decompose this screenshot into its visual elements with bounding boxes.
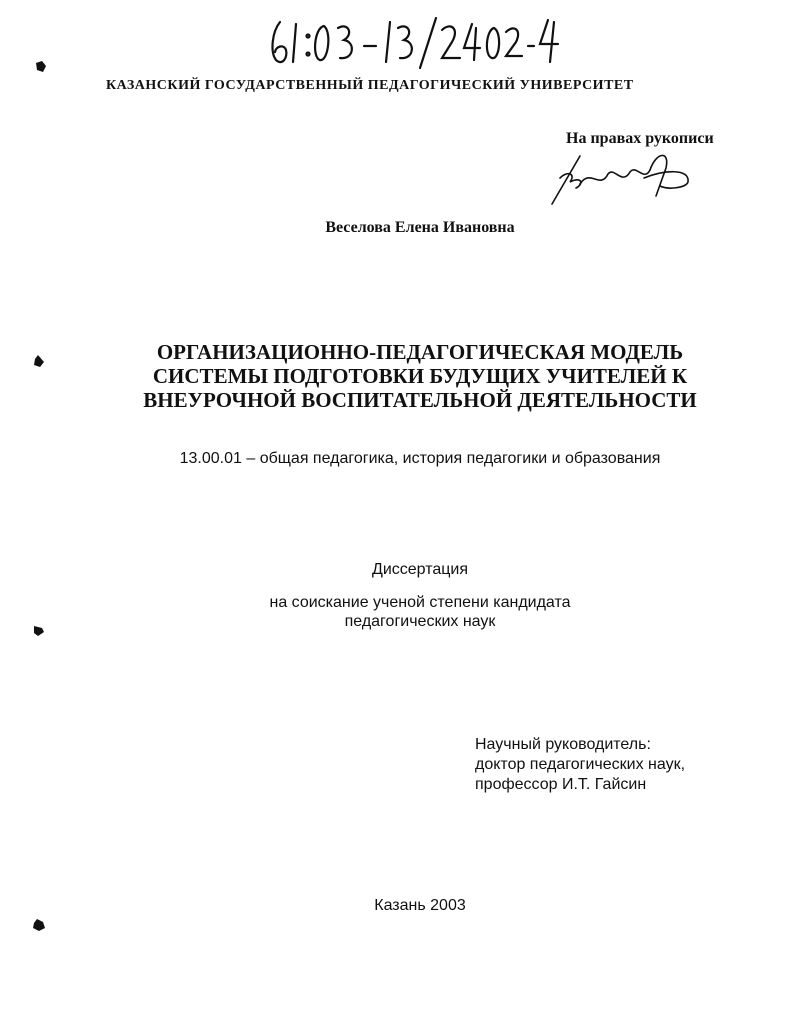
university-name: КАЗАНСКИЙ ГОСУДАРСТВЕННЫЙ ПЕДАГОГИЧЕСКИЙ УНИВЕРСИТЕТ: [106, 78, 634, 93]
specialty-code: 13.00.01 – общая педагогика, история педагогики и образования: [179, 450, 661, 467]
manuscript-rights-note: На правах рукописи: [566, 130, 714, 147]
title-line: ОРГАНИЗАЦИОННО-ПЕДАГОГИЧЕСКАЯ МОДЕЛЬ: [156, 340, 684, 364]
binder-hole-mark-icon: [32, 354, 46, 368]
author-name: Веселова Елена Ивановна: [325, 219, 515, 236]
supervisor-line: доктор педагогических наук,: [475, 756, 686, 773]
binder-hole-mark-icon: [32, 918, 46, 932]
supervisor-line: профессор И.Т. Гайсин: [475, 776, 647, 793]
degree-line: педагогических наук: [344, 613, 496, 630]
work-type: Диссертация: [371, 561, 469, 578]
binder-hole-mark-icon: [32, 624, 46, 638]
signature-drawing: [540, 148, 710, 212]
title-line: ВНЕУРОЧНОЙ ВОСПИТАТЕЛЬНОЙ ДЕЯТЕЛЬНОСТИ: [143, 388, 697, 412]
author-signature: [540, 148, 710, 212]
supervisor-line: Научный руководитель:: [475, 736, 651, 753]
degree-line: на соискание ученой степени кандидата: [269, 594, 571, 611]
handwritten-catalog-code: [266, 14, 566, 70]
dissertation-title: [100, 340, 740, 412]
city-and-year: Казань 2003: [374, 897, 466, 914]
degree-description: [0, 593, 792, 631]
title-line: СИСТЕМЫ ПОДГОТОВКИ БУДУЩИХ УЧИТЕЛЕЙ К: [152, 364, 688, 388]
handwritten-code-drawing: [266, 14, 566, 70]
binder-hole-mark-icon: [34, 60, 48, 74]
scientific-supervisor: [475, 735, 685, 795]
